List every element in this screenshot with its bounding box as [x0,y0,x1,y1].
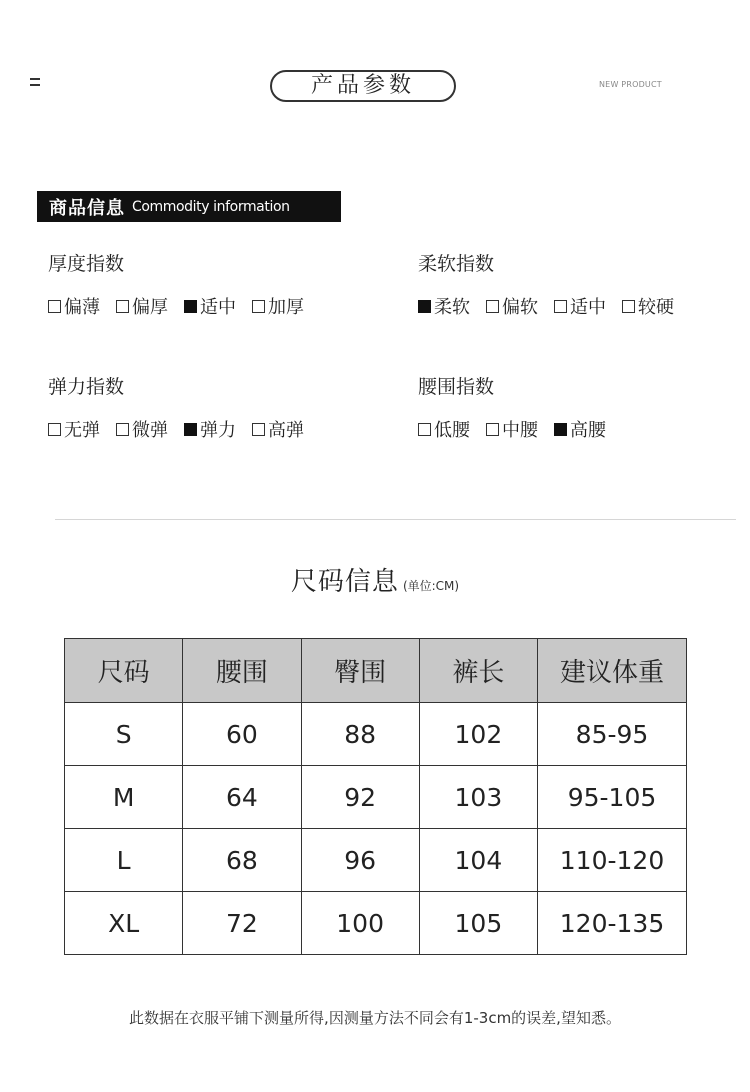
option-label: 偏软 [502,297,538,318]
option-label: 低腰 [434,420,470,441]
commodity-info-banner [37,191,341,222]
option-elasticity [184,416,236,442]
group-elasticity [48,373,320,442]
table-row [65,892,687,955]
menu-icon [30,78,40,90]
option-softness [418,293,470,319]
option-list [418,293,690,319]
unchecked-box-icon [48,423,61,436]
unchecked-box-icon [554,300,567,313]
table-cell: 68 [183,829,301,892]
option-label: 加厚 [268,297,304,318]
table-cell: 88 [301,703,419,766]
table-row [65,829,687,892]
option-softness [622,293,674,319]
option-softness [486,293,538,319]
table-cell: 96 [301,829,419,892]
option-list [48,293,320,319]
unchecked-box-icon [252,423,265,436]
option-thickness [184,293,236,319]
option-thickness [252,293,304,319]
unchecked-box-icon [252,300,265,313]
size-table-header-cell: 建议体重 [538,639,687,703]
table-cell: 60 [183,703,301,766]
commodity-title-en: Commodity information [132,198,290,215]
option-thickness [48,293,100,319]
table-cell: 120-135 [538,892,687,955]
option-elasticity [252,416,304,442]
commodity-title-cn: 商品信息 [49,197,125,219]
group-waist [418,373,622,442]
group-thickness [48,250,320,319]
option-label: 适中 [200,297,236,318]
size-unit-label: (单位:CM) [402,579,460,593]
size-info-title [0,561,750,598]
size-table-header-cell: 臀围 [301,639,419,703]
checked-box-icon [554,423,567,436]
unchecked-box-icon [418,423,431,436]
table-cell: 92 [301,766,419,829]
table-cell: 103 [419,766,537,829]
new-product-label: NEW PRODUCT [599,80,662,89]
option-label: 较硬 [638,297,674,318]
table-cell: 110-120 [538,829,687,892]
unchecked-box-icon [486,423,499,436]
table-cell: 64 [183,766,301,829]
option-list [418,416,622,442]
option-label: 偏厚 [132,297,168,318]
checked-box-icon [184,300,197,313]
unchecked-box-icon [622,300,635,313]
group-softness [418,250,690,319]
table-cell: 85-95 [538,703,687,766]
group-title: 腰围指数 [418,376,495,398]
option-elasticity [116,416,168,442]
checked-box-icon [184,423,197,436]
table-cell: 102 [419,703,537,766]
section-divider [55,519,736,520]
unchecked-box-icon [116,423,129,436]
table-row [65,766,687,829]
group-title: 柔软指数 [418,253,495,275]
table-cell: M [65,766,183,829]
size-table [64,638,687,955]
table-cell: 72 [183,892,301,955]
option-label: 柔软 [434,297,470,318]
table-cell: 105 [419,892,537,955]
option-label: 中腰 [502,420,538,441]
size-table-header-cell: 裤长 [419,639,537,703]
option-label: 适中 [570,297,606,318]
group-title: 厚度指数 [48,253,125,275]
option-list [48,416,320,442]
size-info-heading: 尺码信息 [290,567,399,597]
table-cell: 104 [419,829,537,892]
table-cell: 100 [301,892,419,955]
table-cell: L [65,829,183,892]
measurement-note: 此数据在衣服平铺下测量所得,因测量方法不同会有1-3cm的误差,望知悉。 [129,1009,621,1027]
option-label: 高弹 [268,420,304,441]
unchecked-box-icon [116,300,129,313]
unchecked-box-icon [48,300,61,313]
size-table-header-cell: 尺码 [65,639,183,703]
option-waist [418,416,470,442]
table-cell: S [65,703,183,766]
table-cell: XL [65,892,183,955]
option-waist [486,416,538,442]
option-label: 无弹 [64,420,100,441]
option-softness [554,293,606,319]
unchecked-box-icon [486,300,499,313]
table-row [65,703,687,766]
size-table-body [65,703,687,955]
option-label: 高腰 [570,420,606,441]
checked-box-icon [418,300,431,313]
option-waist [554,416,606,442]
size-table-header-cell: 腰围 [183,639,301,703]
option-thickness [116,293,168,319]
option-label: 微弹 [132,420,168,441]
size-table-header-row [65,639,687,703]
table-cell: 95-105 [538,766,687,829]
option-label: 弹力 [200,420,236,441]
group-title: 弹力指数 [48,376,125,398]
page-title: 产品参数 [270,70,456,102]
option-label: 偏薄 [64,297,100,318]
option-elasticity [48,416,100,442]
